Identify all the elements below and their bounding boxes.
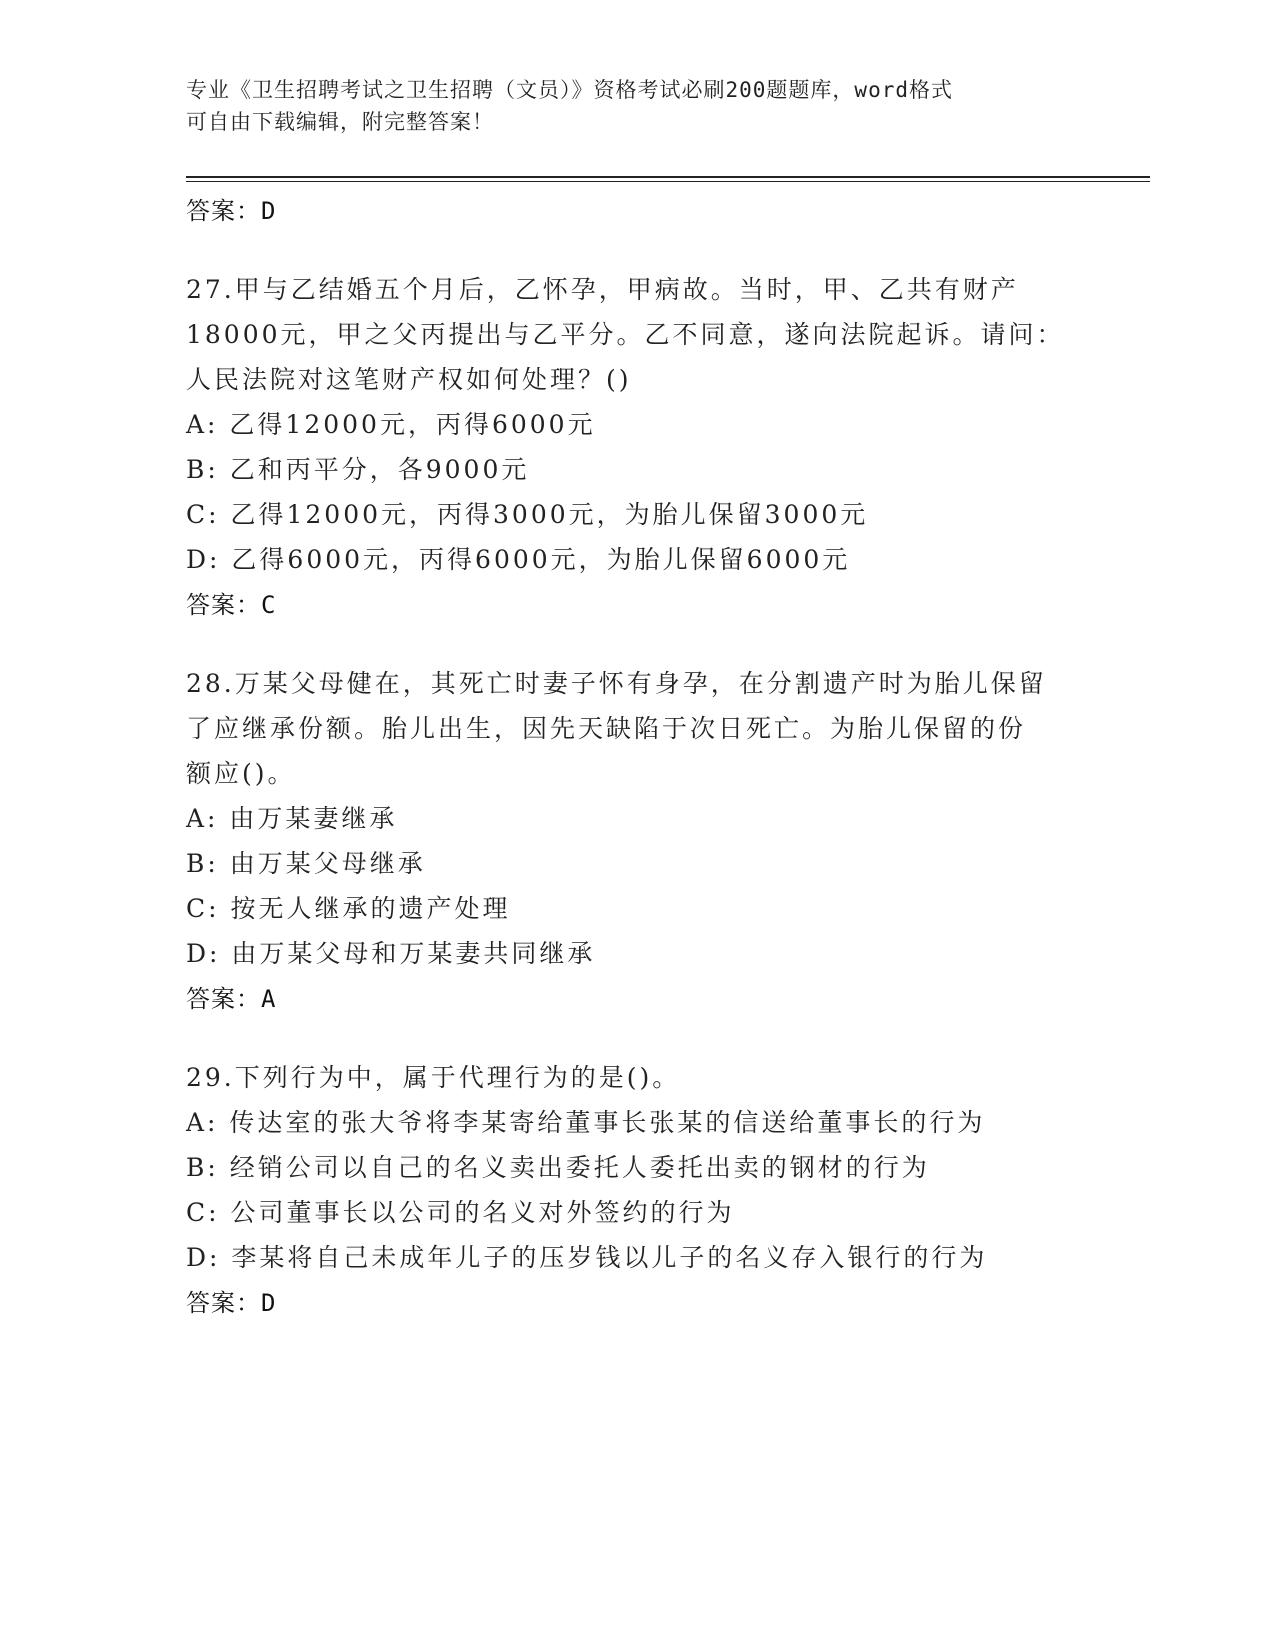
answer-line: 答案：C	[186, 591, 277, 619]
question-28	[186, 661, 1086, 1022]
question-27	[186, 267, 1086, 628]
option-a: A: 由万某妻继承	[186, 804, 398, 833]
header-title-line-2: 可自由下载编辑，附完整答案！	[186, 110, 494, 134]
question-text-line: 28.万某父母健在，其死亡时妻子怀有身孕，在分割遗产时为胎儿保留	[186, 669, 1047, 698]
option-d: D: 李某将自己未成年儿子的压岁钱以儿子的名义存入银行的行为	[186, 1243, 988, 1272]
page-header	[186, 74, 1066, 138]
option-d: D: 乙得6000元，丙得6000元，为胎儿保留6000元	[186, 545, 851, 574]
option-d: D: 由万某父母和万某妻共同继承	[186, 939, 596, 968]
answer-line: 答案：D	[186, 197, 277, 225]
document-body	[186, 188, 1086, 1326]
question-text-line: 人民法院对这笔财产权如何处理？()	[186, 365, 632, 394]
option-b: B: 由万某父母继承	[186, 849, 426, 878]
option-a: A: 乙得12000元，丙得6000元	[186, 410, 596, 439]
option-b: B: 经销公司以自己的名义卖出委托人委托出卖的钢材的行为	[186, 1153, 930, 1182]
answer-line: 答案：A	[186, 985, 277, 1013]
question-text-line: 29.下列行为中，属于代理行为的是()。	[186, 1063, 681, 1092]
option-a: A: 传达室的张大爷将李某寄给董事长张某的信送给董事长的行为	[186, 1108, 986, 1137]
option-b: B: 乙和丙平分，各9000元	[186, 455, 530, 484]
question-text-line: 了应继承份额。胎儿出生，因先天缺陷于次日死亡。为胎儿保留的份	[186, 714, 1027, 743]
header-title-line-1: 专业《卫生招聘考试之卫生招聘（文员）》资格考试必刷200题题库，word格式	[186, 78, 953, 102]
question-text-line: 27.甲与乙结婚五个月后，乙怀孕，甲病故。当时，甲、乙共有财产	[186, 275, 1019, 304]
question-text-line: 18000元，甲之父丙提出与乙平分。乙不同意，遂向法院起诉。请问：	[186, 320, 1065, 349]
question-29	[186, 1055, 1086, 1326]
option-c: C: 公司董事长以公司的名义对外签约的行为	[186, 1198, 735, 1227]
answer-line: 答案：D	[186, 1289, 277, 1317]
question-text-line: 额应()。	[186, 759, 296, 788]
header-divider	[186, 176, 1150, 182]
option-c: C: 按无人继承的遗产处理	[186, 894, 511, 923]
option-c: C: 乙得12000元，丙得3000元，为胎儿保留3000元	[186, 500, 869, 529]
